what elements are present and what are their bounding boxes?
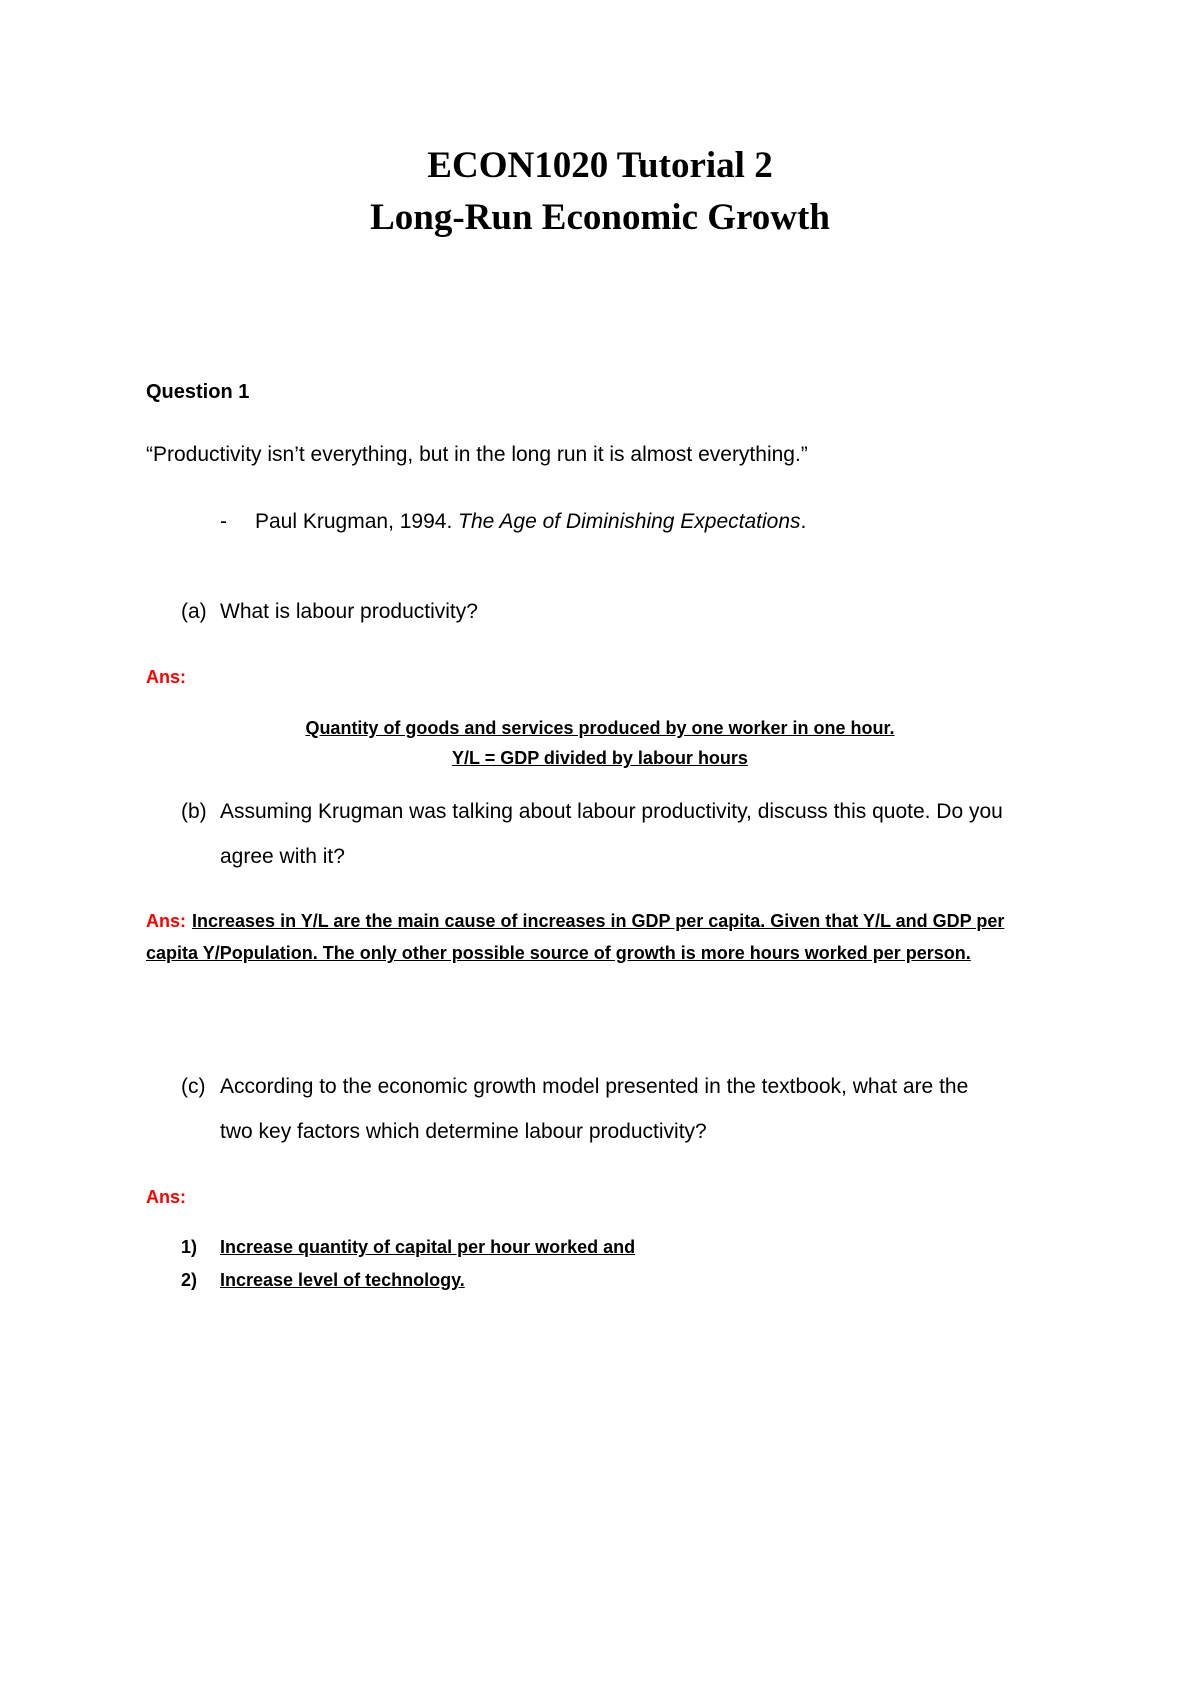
part-a-answer-line2: Y/L = GDP divided by labour hours — [452, 748, 748, 768]
part-c-question-line1: According to the economic growth model presented in the textbook, what are the — [220, 1075, 969, 1098]
quote-text: “Productivity isn’t everything, but in the long run it is almost everything.” — [146, 443, 808, 466]
question-heading: Question 1 — [146, 381, 250, 403]
part-c-label: (c) — [181, 1075, 206, 1098]
part-b-answer: Increases in Y/L are the main cause of increases in GDP per capita. Given that Y/L and GDP per capita Y/Population. The only other possible source of growth is more hours worked per person. — [146, 911, 1005, 963]
part-b-ans-label: Ans: — [146, 911, 186, 931]
part-c-question-line2: two key factors which determine labour productivity? — [220, 1120, 707, 1143]
list-item-text: Increase level of technology. — [220, 1270, 465, 1290]
list-item-number: 2) — [181, 1270, 198, 1290]
document-title: ECON1020 Tutorial 2 — [427, 145, 773, 186]
attribution-book-title: The Age of Diminishing Expectations — [458, 510, 801, 533]
part-a-answer-line1: Quantity of goods and services produced by one worker in one hour. — [305, 718, 895, 738]
list-item-text: Increase quantity of capital per hour worked and — [220, 1237, 636, 1257]
list-item-number: 1) — [181, 1237, 198, 1257]
attribution-dash: - — [220, 510, 227, 533]
attribution-prefix: Paul Krugman, 1994. — [255, 510, 459, 533]
part-a-ans-label: Ans: — [146, 667, 186, 687]
part-c-ans-label: Ans: — [146, 1187, 186, 1207]
part-b-answer-block — [146, 905, 1046, 969]
attribution-suffix: . — [800, 510, 807, 533]
document-subtitle: Long-Run Economic Growth — [370, 197, 830, 238]
part-a-label: (a) — [181, 600, 207, 623]
attribution — [255, 510, 806, 534]
part-b-label: (b) — [181, 800, 207, 823]
part-b-question-line2: agree with it? — [220, 845, 345, 868]
part-b-question-line1: Assuming Krugman was talking about labour productivity, discuss this quote. Do you — [220, 800, 1003, 823]
part-a-question: What is labour productivity? — [220, 600, 478, 623]
